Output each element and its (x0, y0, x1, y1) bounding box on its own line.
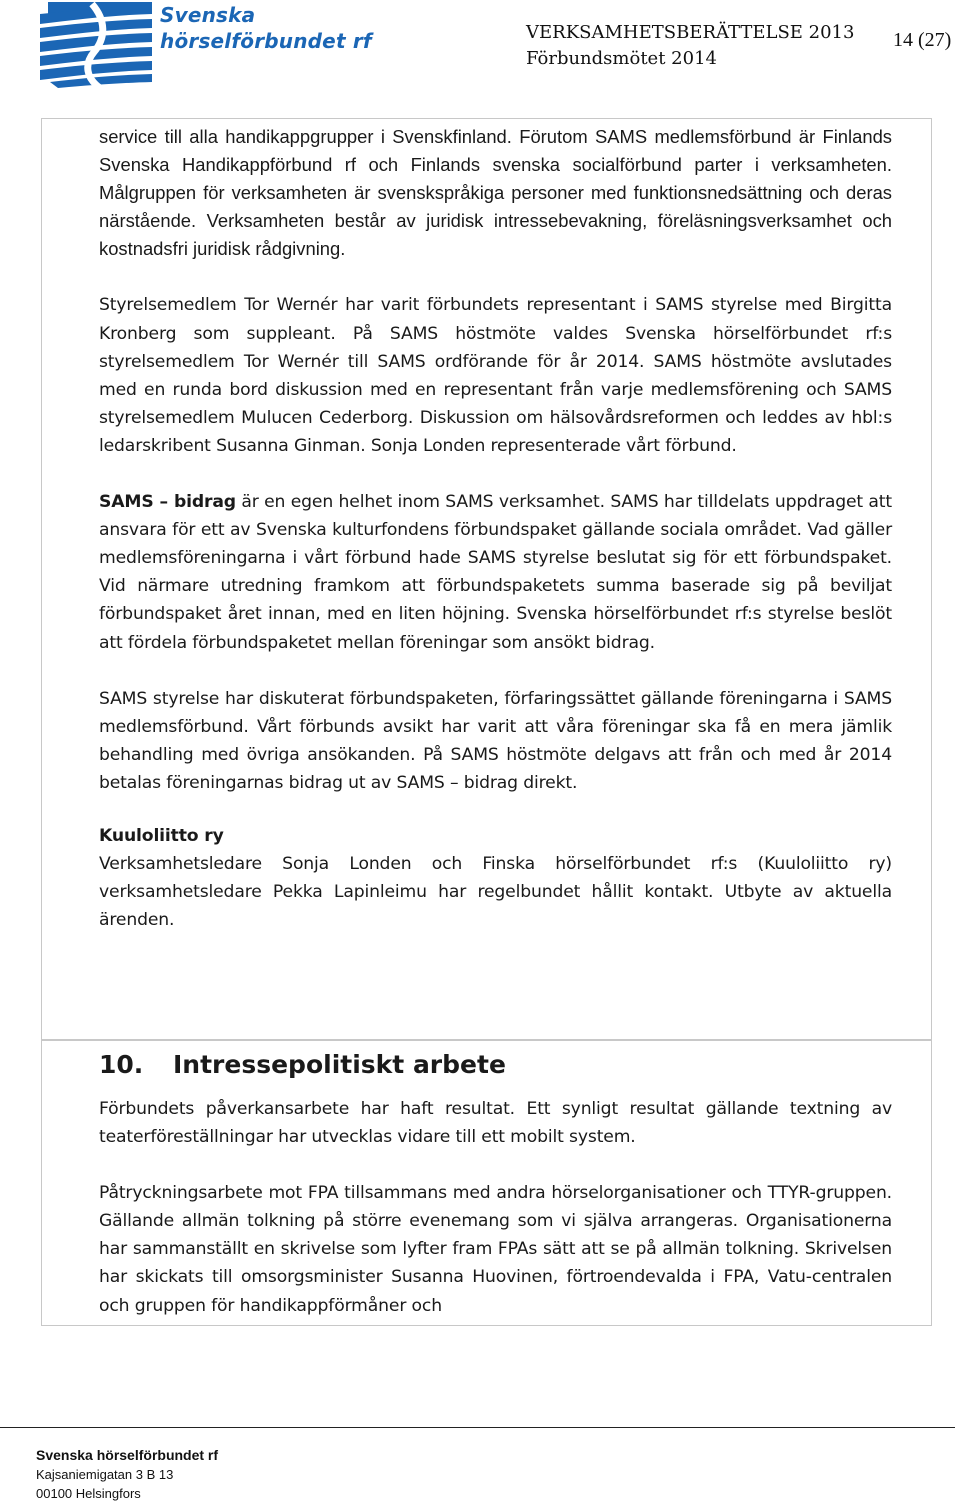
logo-line-1: Svenska (160, 3, 256, 27)
page-number: 14 (27) (893, 29, 952, 51)
paragraph-sams-intro: service till alla handikappgrupper i Svenskfinland. Förutom SAMS medlemsförbund är Finlands Svenska Handikappförbund rf och Finlands svenska socialförbund parter i verksamheten. Målgruppen för verksamheten är svenskspråkiga personer med funktionsnedsättning och deras närstående. Verksamheten består av juridisk intressebevakning, föreläsningsverksamhet och kostnadsfri juridisk rådgivning. (99, 126, 892, 260)
logo-wordmark (160, 2, 372, 54)
paragraph-paverkansarbete: Förbundets påverkansarbete har haft resultat. Ett synligt resultat gällande textning av teaterföreställningar har utvecklas vidare till ett mobilt system. (99, 1099, 892, 1148)
footer-divider (0, 1427, 955, 1428)
paragraph-styrelsemedlem: Styrelsemedlem Tor Wernér har varit förbundets representant i SAMS styrelse med Birgitta Kronberg som suppleant. På SAMS höstmöte valdes Svenska hörselförbundet rf:s styrelsemedlem Tor Wernér till SAMS ordförande för år 2014. SAMS höstmöte avslutades med en runda bord diskussion med en representant från varje medlemsförening och SAMS styrelsemedlem Mulucen Cederborg. Diskussion om hälsovårdsreformen och leddes av hbl:s ledarskribent Susanna Ginman. Sonja Londen representerade vårt förbund. (99, 295, 892, 456)
page-header (0, 0, 960, 90)
section-title: Intressepolitiskt arbete (173, 1050, 506, 1079)
footer-address-line-2: 00100 Helsingfors (36, 1486, 141, 1501)
section-heading (99, 1048, 892, 1082)
paragraph-patryckningsarbete: Påtryckningsarbete mot FPA tillsammans med andra hörselorganisationer och TTYR-gruppen. Gällande allmän tolkning på större evenemang som vi själva arrangeras. Organisationerna har sammanställt en skrivelse som lyfter fram FPAs sätt att se på allmän tolkning. Skrivelsen har skickats till omsorgsminister Susanna Huovinen, förtroendevalda i FPA, Vatu-centralen och gruppen för handikappförmåner och (99, 1183, 892, 1316)
logo-line-2: hörselförbundet rf (160, 29, 372, 53)
footer-organization: Svenska hörselförbundet rf (36, 1447, 219, 1463)
main-content-1 (99, 123, 892, 934)
section-number: 10. (99, 1050, 144, 1079)
footer-address-line-1: Kajsaniemigatan 3 B 13 (36, 1467, 174, 1482)
paragraph-sams-styrelse: SAMS styrelse har diskuterat förbundspaketen, förfaringssättet gällande föreningarna i SAMS medlemsförbund. Vårt förbunds avsikt har varit att våra föreningar ska få en mera jämlik behandling med övriga ansökanden. På SAMS höstmöte delgavs att från och med år 2014 betalas föreningarnas bidrag ut av SAMS – bidrag direkt. (99, 688, 892, 793)
paragraph-sams-bidrag (99, 488, 892, 657)
paragraph-sams-bidrag-text: är en egen helhet inom SAMS verksamhet. SAMS har tilldelats uppdraget att ansvara för ett av Svenska kulturfondens förbundspaket gällande sociala området. Vad gäller medlemsföreningarna i vårt förbund hade SAMS styrelse beslutat sig för ett förbundspaket. Vid närmare utredning framkom att förbundspaketets summa baserade sig på beviljat förbundspaket året innan, med en liten höjning. Svenska hörselförbundet rf:s styrelse beslöt att fördela förbundspaketet mellan föreningar som ansökt bidrag. (99, 492, 892, 653)
term-sams-bidrag: SAMS – bidrag (99, 492, 236, 513)
subheading-kuuloliitto: Kuuloliitto ry (99, 825, 224, 846)
main-content-2 (99, 1048, 892, 1320)
paragraph-kuuloliitto: Verksamhetsledare Sonja Londen och Finska hörselförbundet rf:s (Kuuloliitto ry) verksamhetsledare Pekka Lapinleimu har regelbundet hållit kontakt. Utbyte av aktuella ärenden. (99, 854, 892, 931)
document-title: VERKSAMHETSBERÄTTELSE 2013 (526, 22, 855, 43)
page-footer (36, 1446, 218, 1503)
document-subtitle: Förbundsmötet 2014 (526, 48, 717, 69)
document-title-block (526, 20, 861, 72)
logo-icon (40, 2, 152, 88)
